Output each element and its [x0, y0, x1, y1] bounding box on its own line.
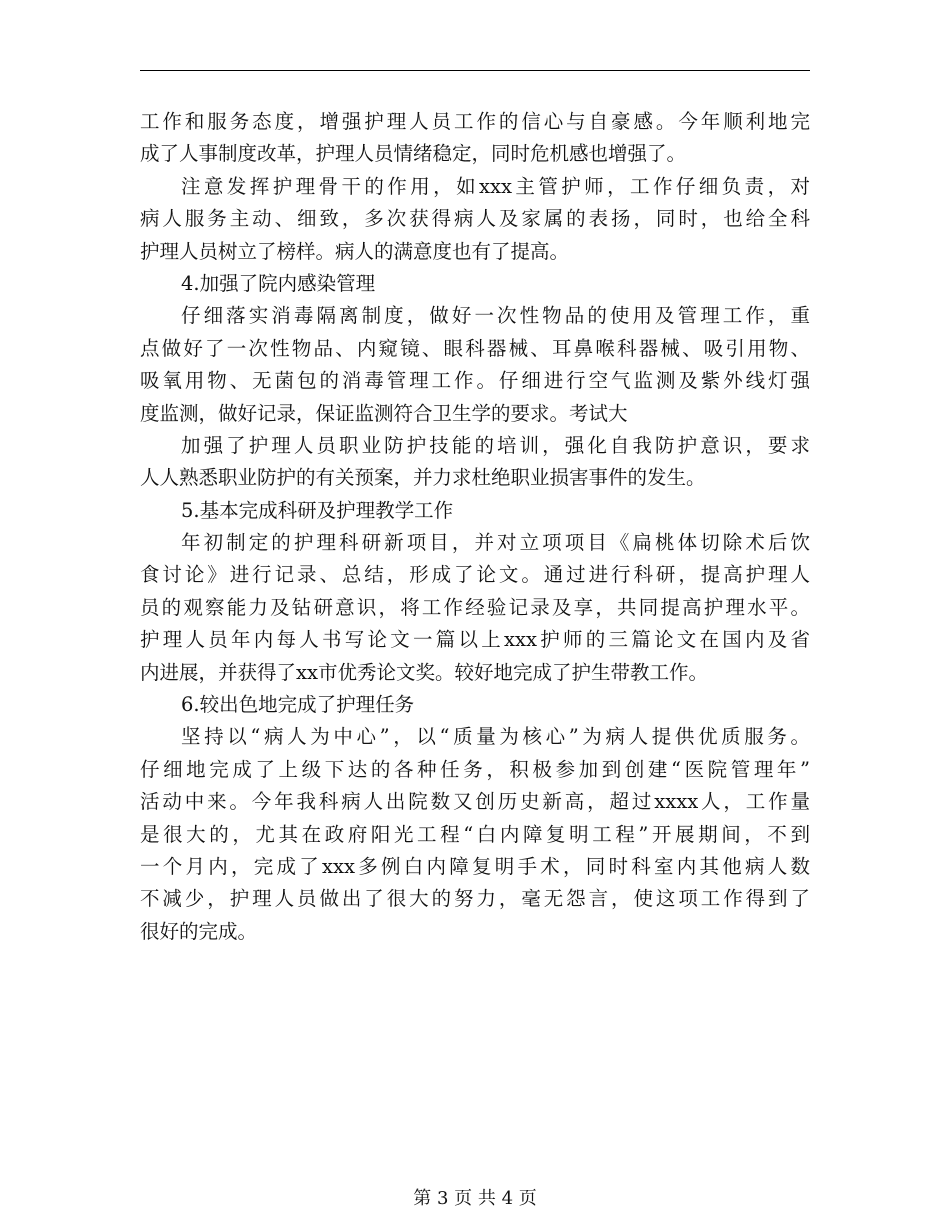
text-line: 内进展，并获得了xx市优秀论文奖。较好地完成了护生带教工作。 — [140, 660, 708, 684]
text-line: 6.较出色地完成了护理任务 — [181, 693, 415, 717]
text-line: 点做好了一次性物品、内窥镜、眼科器械、耳鼻喉科器械、吸引用物、 — [140, 336, 810, 360]
text-line: 人人熟悉职业防护的有关预案，并力求杜绝职业损害事件的发生。 — [140, 466, 706, 490]
text-line: 不减少，护理人员做出了很大的努力，毫无怨言，使这项工作得到了 — [140, 887, 810, 911]
text-line: 度监测，做好记录，保证监测符合卫生学的要求。考试大 — [140, 401, 628, 425]
text-line: 仔细地完成了上级下达的各种任务，积极参加到创建“医院管理年” — [140, 757, 810, 781]
body-text — [140, 106, 810, 948]
text-line: 5.基本完成科研及护理教学工作 — [181, 498, 454, 522]
text-line: 很好的完成。 — [140, 919, 258, 943]
text-line: 吸氧用物、无菌包的消毒管理工作。仔细进行空气监测及紫外线灯强 — [140, 369, 810, 393]
header-rule — [140, 70, 810, 71]
text-line: 病人服务主动、细致，多次获得病人及家属的表扬，同时，也给全科 — [140, 207, 810, 231]
text-line: 一个月内，完成了xxx多例白内障复明手术，同时科室内其他病人数 — [140, 854, 810, 878]
text-line: 工作和服务态度，增强护理人员工作的信心与自豪感。今年顺利地完 — [140, 110, 810, 133]
text-line: 护理人员年内每人书写论文一篇以上xxx护师的三篇论文在国内及省 — [140, 628, 810, 652]
text-line: 活动中来。今年我科病人出院数又创历史新高，超过xxxx人，工作量 — [140, 790, 810, 814]
text-line: 是很大的，尤其在政府阳光工程“白内障复明工程”开展期间，不到 — [140, 822, 810, 846]
text-line: 注意发挥护理骨干的作用，如xxx主管护师，工作仔细负责，对 — [181, 174, 810, 198]
page-footer: 第 3 页 共 4 页 — [413, 1188, 537, 1209]
text-line: 成了人事制度改革，护理人员情绪稳定，同时危机感也增强了。 — [140, 142, 687, 166]
text-line: 加强了护理人员职业防护技能的培训，强化自我防护意识，要求 — [181, 433, 810, 457]
text-line: 仔细落实消毒隔离制度，做好一次性物品的使用及管理工作，重 — [181, 304, 810, 328]
text-line: 4.加强了院内感染管理 — [181, 271, 376, 295]
text-line: 年初制定的护理科研新项目，并对立项项目《扁桃体切除术后饮 — [181, 531, 810, 555]
text-line: 员的观察能力及钻研意识，将工作经验记录及享，共同提高护理水平。 — [140, 595, 810, 619]
text-line: 食讨论》进行记录、总结，形成了论文。通过进行科研，提高护理人 — [140, 563, 810, 587]
text-line: 护理人员树立了榜样。病人的满意度也有了提高。 — [140, 239, 570, 263]
text-line: 坚持以“病人为中心”，以“质量为核心”为病人提供优质服务。 — [181, 725, 810, 749]
